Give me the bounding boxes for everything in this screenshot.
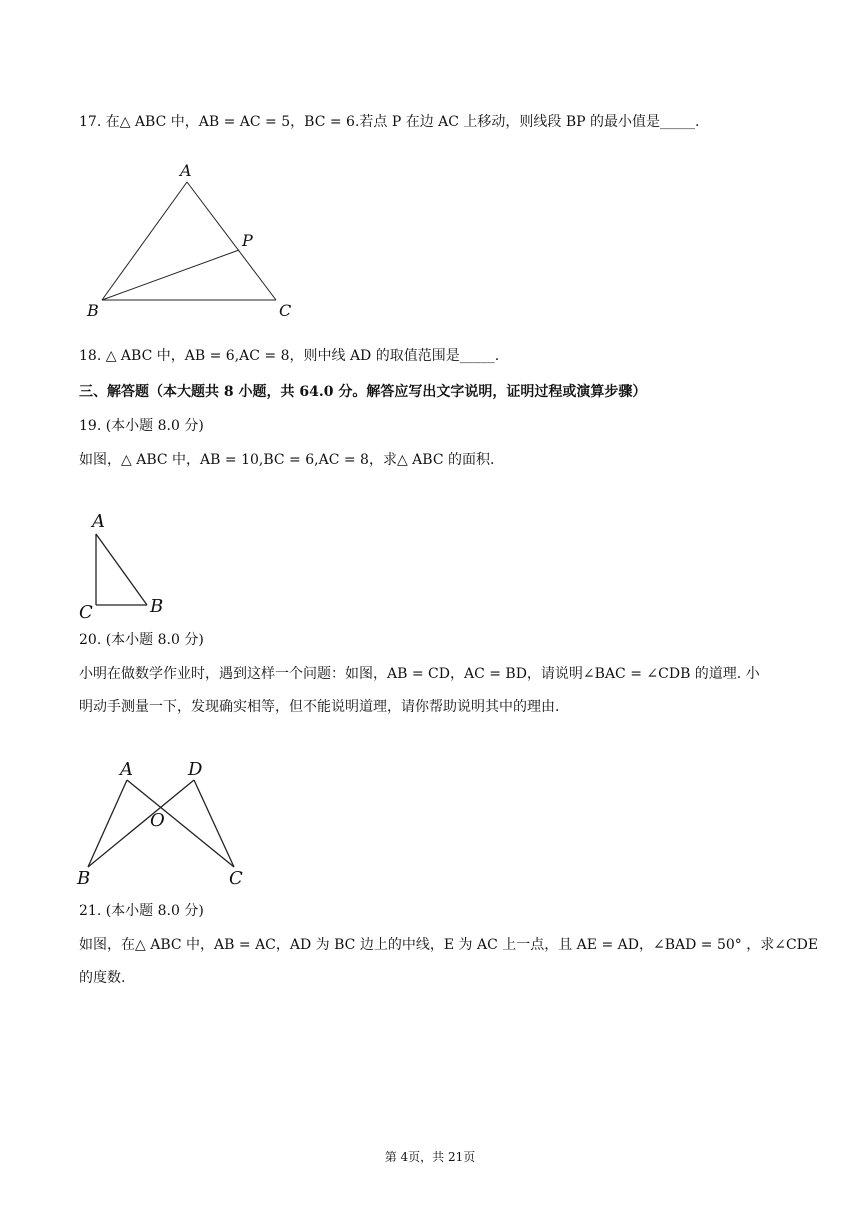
q17-side-ac — [187, 182, 276, 300]
q19-figure-right-triangle — [76, 508, 176, 623]
section3-heading: 三、解答题（本大题共 8 小题，共 64.0 分。解答应写出文字说明，证明过程或演算步骤） — [79, 384, 647, 400]
q19-label-c: C — [79, 602, 93, 623]
q17-figure-triangle — [80, 158, 310, 323]
q17-label-c: C — [279, 301, 292, 320]
page-footer: 第 4页，共 21页 — [384, 1150, 476, 1164]
q19-text: 如图，△ ABC 中，AB = 10,BC = 6,AC = 8，求△ ABC 的面积. — [79, 452, 495, 468]
q19-side-ab — [96, 534, 147, 605]
q20-segment-ac — [127, 780, 234, 867]
q20-text-line1: 小明在做数学作业时，遇到这样一个问题：如图，AB = CD，AC = BD，请说明∠BAC = ∠CDB 的道理. 小 — [79, 666, 760, 682]
q17-segment-bp — [102, 250, 239, 300]
q20-number: 20. (本小题 8.0 分) — [79, 632, 204, 648]
q18-text: 18. △ ABC 中，AB = 6,AC = 8，则中线 AD 的取值范围是_____. — [79, 348, 500, 364]
q17-label-a: A — [180, 161, 192, 180]
q20-label-d: D — [188, 759, 203, 780]
q20-figure-crossed-triangles — [74, 756, 254, 891]
q20-text-line2: 明动手测量一下，发现确实相等，但不能说明道理，请你帮助说明其中的理由. — [79, 699, 560, 715]
q21-text-line1: 如图，在△ ABC 中，AB = AC，AD 为 BC 边上的中线，E 为 AC 上一点，且 AE = AD，∠BAD = 50° ，求∠CDE — [79, 937, 819, 953]
q17-label-b: B — [87, 301, 99, 320]
q19-label-b: B — [150, 596, 164, 617]
q19-label-a: A — [92, 511, 105, 532]
q20-label-b: B — [77, 868, 91, 889]
q20-segment-ab — [88, 780, 127, 867]
q17-side-ab — [102, 182, 187, 300]
q21-number: 21. (本小题 8.0 分) — [79, 903, 204, 919]
q17-label-p: P — [242, 231, 253, 250]
q20-segment-db — [88, 780, 194, 867]
q20-segment-dc — [194, 780, 234, 867]
q20-label-o: O — [150, 810, 165, 831]
q20-label-c: C — [229, 868, 243, 889]
q21-text-line2: 的度数. — [79, 970, 126, 986]
q19-number: 19. (本小题 8.0 分) — [79, 418, 204, 434]
q20-label-a: A — [120, 759, 133, 780]
q17-text: 17. 在△ ABC 中，AB = AC = 5，BC = 6.若点 P 在边 AC 上移动，则线段 BP 的最小值是_____. — [79, 114, 700, 130]
